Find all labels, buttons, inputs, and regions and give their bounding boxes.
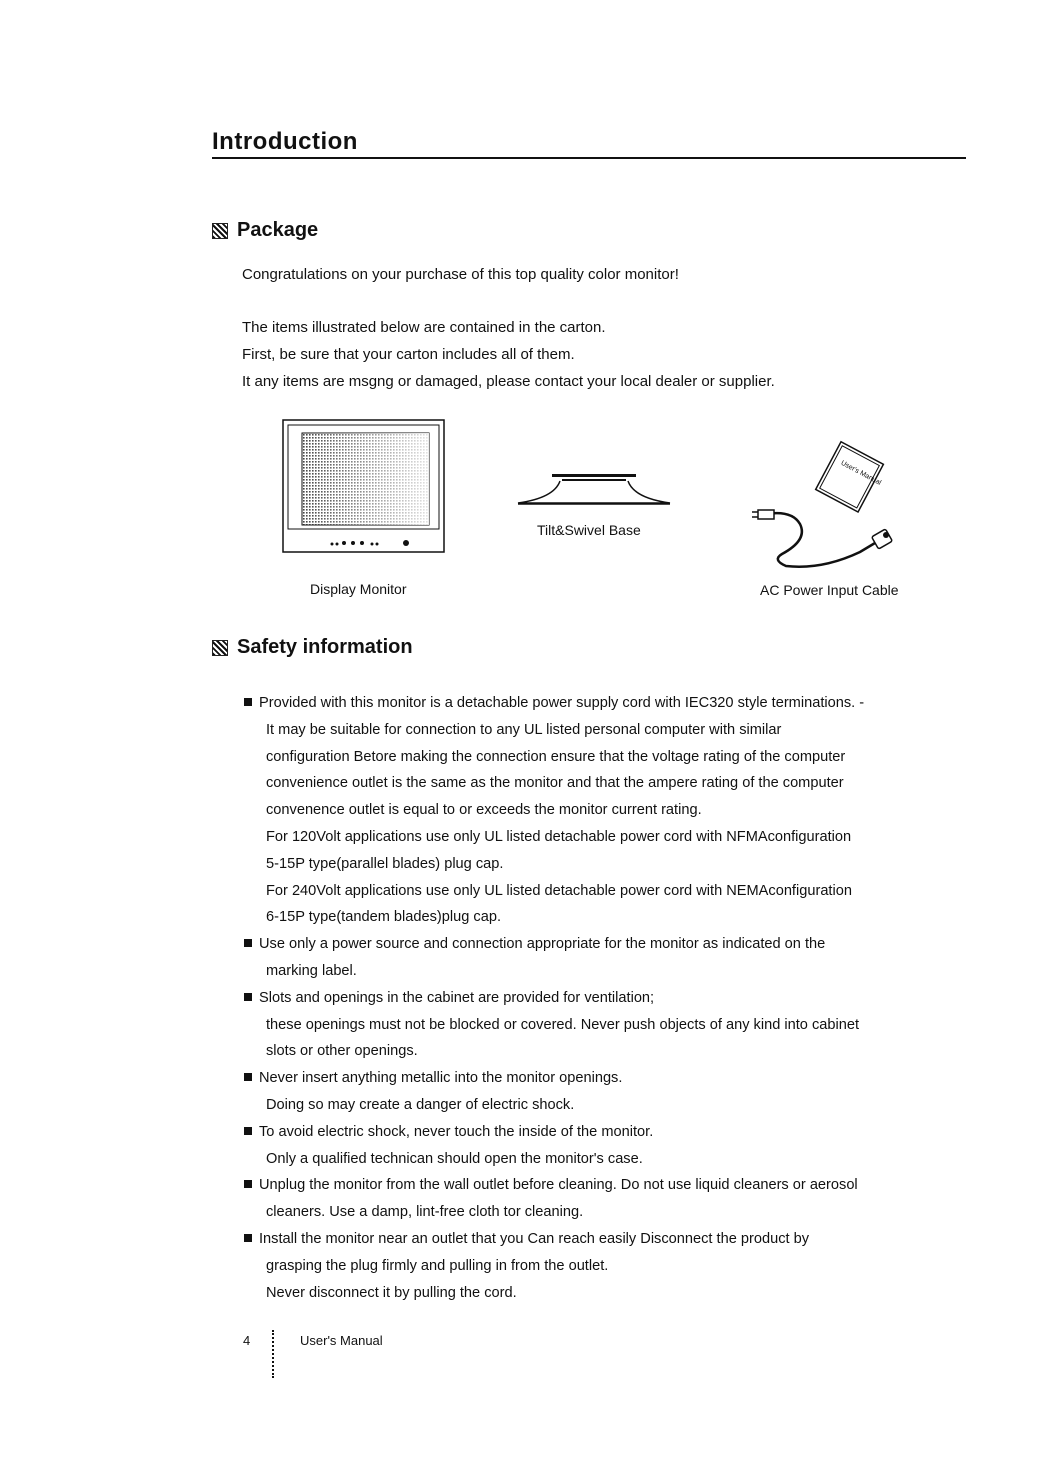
safety-item-text: Install the monitor near an outlet that you Can reach easily Disconnect the product by <box>244 1226 974 1253</box>
power-cable-and-manual-illustration <box>752 436 902 576</box>
section-bullet-icon <box>212 640 228 656</box>
page-number: 4 <box>243 1333 251 1348</box>
title-rule <box>212 157 966 159</box>
safety-item-cont: 6-15P type(tandem blades)plug cap. <box>266 909 502 926</box>
safety-item-text: Unplug the monitor from the wall outlet before cleaning. Do not use liquid cleaners or aerosol <box>244 1172 974 1199</box>
safety-item-cont: Never disconnect it by pulling the cord. <box>266 1284 517 1301</box>
package-heading <box>212 219 318 242</box>
safety-item <box>244 985 974 1065</box>
safety-item-cont: convenience outlet is the same as the monitor and that the ampere rating of the computer <box>266 775 844 792</box>
safety-item-text: Provided with this monitor is a detachable power supply cord with IEC320 style terminations. - <box>244 690 974 717</box>
safety-item <box>244 1226 974 1306</box>
safety-item-cont: Doing so may create a danger of electric shock. <box>266 1096 575 1113</box>
package-line-2: First, be sure that your carton includes all of them. <box>242 346 575 363</box>
safety-item-cont: these openings must not be blocked or covered. Never push objects of any kind into cabinet <box>266 1016 860 1033</box>
safety-item-cont: For 120Volt applications use only UL listed detachable power cord with NFMAconfiguration <box>266 828 852 845</box>
footer-label: User's Manual <box>300 1333 383 1348</box>
display-monitor-illustration <box>282 419 446 555</box>
tilt-swivel-base-caption: Tilt&Swivel Base <box>537 522 641 538</box>
tilt-swivel-base-illustration <box>514 468 674 508</box>
display-monitor-caption: Display Monitor <box>310 581 407 597</box>
safety-item-cont: marking label. <box>266 962 357 979</box>
safety-heading-text: Safety information <box>237 636 413 658</box>
safety-item-cont: slots or other openings. <box>266 1043 418 1060</box>
safety-item-text: Use only a power source and connection appropriate for the monitor as indicated on the <box>244 931 974 958</box>
safety-item-cont: Only a qualified technican should open the monitor's case. <box>266 1150 643 1167</box>
safety-item-text: To avoid electric shock, never touch the inside of the monitor. <box>244 1119 974 1146</box>
safety-list <box>244 690 974 1306</box>
safety-item <box>244 1119 974 1173</box>
section-bullet-icon <box>212 223 228 239</box>
safety-item-text: Never insert anything metallic into the monitor openings. <box>244 1065 974 1092</box>
safety-item <box>244 931 974 985</box>
safety-item <box>244 1065 974 1119</box>
safety-item-text: Slots and openings in the cabinet are provided for ventilation; <box>244 985 974 1012</box>
safety-item-cont: For 240Volt applications use only UL listed detachable power cord with NEMAconfiguration <box>266 882 852 899</box>
safety-item-cont: grasping the plug firmly and pulling in from the outlet. <box>266 1257 609 1274</box>
package-line-3: It any items are msgng or damaged, please contact your local dealer or supplier. <box>242 373 775 390</box>
page-title: Introduction <box>212 128 358 155</box>
footer-divider <box>272 1330 274 1378</box>
safety-heading <box>212 636 413 659</box>
safety-item <box>244 1172 974 1226</box>
safety-item-cont: It may be suitable for connection to any UL listed personal computer with similar <box>266 721 782 738</box>
package-line-1: The items illustrated below are contained in the carton. <box>242 319 606 336</box>
package-heading-text: Package <box>237 219 319 241</box>
manual-cover-text: User's Manual <box>839 459 883 487</box>
safety-item-cont: cleaners. Use a damp, lint-free cloth tor cleaning. <box>266 1204 584 1221</box>
safety-item-cont: convenence outlet is equal to or exceeds the monitor current rating. <box>266 802 702 819</box>
ac-power-cable-caption: AC Power Input Cable <box>760 582 899 598</box>
package-intro: Congratulations on your purchase of this top quality color monitor! <box>242 266 679 283</box>
safety-item-cont: configuration Betore making the connection ensure that the voltage rating of the computer <box>266 748 846 765</box>
safety-item <box>244 690 974 931</box>
safety-item-cont: 5-15P type(parallel blades) plug cap. <box>266 855 504 872</box>
